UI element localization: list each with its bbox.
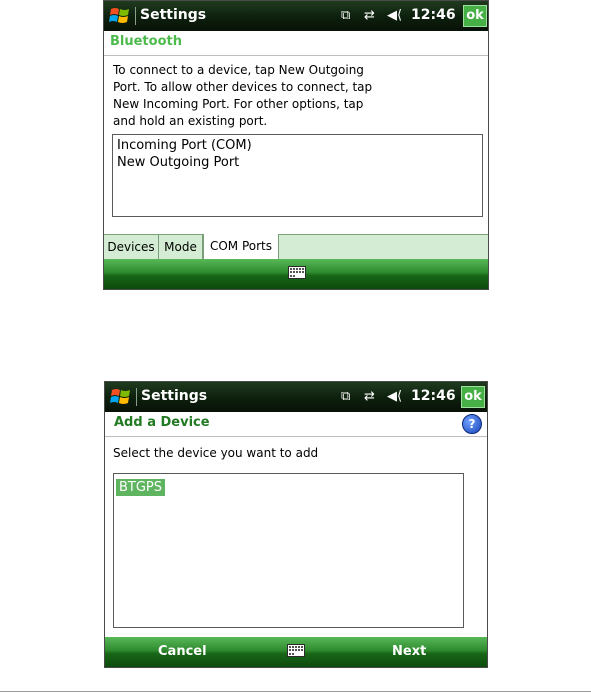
port-list[interactable] xyxy=(112,134,483,217)
page-header xyxy=(104,31,488,56)
page-title: Bluetooth xyxy=(110,34,182,49)
instructions-text xyxy=(113,62,372,130)
speaker-icon[interactable]: ◀⟨ xyxy=(387,389,403,404)
next-button[interactable]: Next xyxy=(392,644,427,659)
instruction-line: To connect to a device, tap New Outgoing xyxy=(113,63,364,77)
page-header xyxy=(105,412,487,437)
connectivity-icon[interactable]: ⧉ xyxy=(341,389,351,404)
instruction-line: and hold an existing port. xyxy=(113,114,268,128)
title-separator xyxy=(135,7,136,25)
list-item-incoming-port[interactable]: Incoming Port (COM) xyxy=(117,138,252,153)
softkey-bar xyxy=(104,259,488,289)
title-bar xyxy=(104,1,488,31)
tab-mode[interactable]: Mode xyxy=(159,235,203,259)
instruction-line: Port. To allow other devices to connect, tap xyxy=(113,80,373,94)
softkey-bar xyxy=(105,637,487,667)
app-title: Settings xyxy=(141,388,208,404)
tab-bar xyxy=(104,234,488,260)
cancel-button[interactable]: Cancel xyxy=(158,644,207,659)
page-divider xyxy=(0,691,591,692)
tab-com-ports[interactable]: COM Ports xyxy=(203,234,279,260)
title-separator xyxy=(136,388,137,406)
app-title: Settings xyxy=(140,7,207,23)
keyboard-icon[interactable] xyxy=(287,644,305,657)
sync-arrows-icon[interactable]: ⇄ xyxy=(364,389,375,404)
add-device-screen xyxy=(104,381,488,668)
connectivity-icon[interactable]: ⧉ xyxy=(341,8,351,23)
sync-arrows-icon[interactable]: ⇄ xyxy=(364,8,375,23)
ok-button[interactable]: ok xyxy=(463,5,487,27)
clock[interactable]: 12:46 xyxy=(411,7,456,23)
list-item-new-outgoing-port[interactable]: New Outgoing Port xyxy=(117,155,240,170)
list-item-btgps[interactable]: BTGPS xyxy=(116,479,165,496)
page-title: Add a Device xyxy=(114,415,210,430)
windows-logo-icon[interactable] xyxy=(109,385,133,409)
bluetooth-com-ports-screen xyxy=(103,0,489,290)
help-icon[interactable]: ? xyxy=(462,414,482,434)
title-bar xyxy=(105,382,487,412)
keyboard-icon[interactable] xyxy=(288,266,306,279)
ok-button[interactable]: ok xyxy=(461,386,485,408)
windows-logo-icon[interactable] xyxy=(108,4,132,28)
speaker-icon[interactable]: ◀⟨ xyxy=(387,8,403,23)
clock[interactable]: 12:46 xyxy=(411,388,456,404)
instruction-line: Select the device you want to add xyxy=(113,446,319,460)
instruction-line: New Incoming Port. For other options, tap xyxy=(113,97,364,111)
instructions-text xyxy=(113,445,318,462)
device-list[interactable] xyxy=(113,473,464,628)
tab-devices[interactable]: Devices xyxy=(104,235,159,259)
